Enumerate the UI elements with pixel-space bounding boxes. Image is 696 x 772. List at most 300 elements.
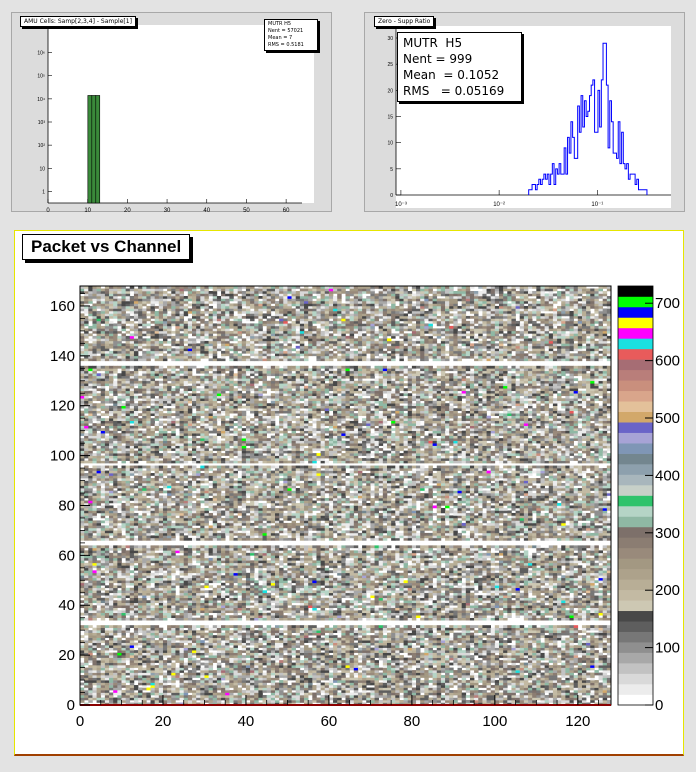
heatmap-cell [387,618,391,621]
heatmap-cell [279,608,283,611]
heatmap-cell [84,618,88,621]
heatmap-cell [279,675,283,678]
heatmap-cell [171,643,175,646]
heatmap-cell [200,633,204,636]
heatmap-cell [308,603,312,606]
heatmap-cell [511,693,515,696]
heatmap-cell [146,680,150,683]
heatmap-cell [126,600,130,603]
heatmap-cell [441,663,445,666]
heatmap-cell [146,595,150,598]
heatmap-cell [424,663,428,666]
heatmap-cell [516,640,520,643]
heatmap-cell [134,633,138,636]
heatmap-cell [126,655,130,658]
heatmap-cell [590,668,594,671]
heatmap-cell [258,658,262,661]
heatmap-cell [462,613,466,616]
heatmap-cell [603,618,607,621]
heatmap-cell [316,653,320,656]
heatmap-cell [329,640,333,643]
heatmap-cell [209,608,213,611]
heatmap-cell [416,695,420,698]
heatmap-cell [599,603,603,606]
heatmap-cell [395,618,399,621]
heatmap-cell [130,650,134,653]
heatmap-cell [200,630,204,633]
heatmap-cell [549,695,553,698]
heatmap-cell [142,668,146,671]
heatmap-cell [180,595,184,598]
heatmap-cell [175,638,179,641]
heatmap-cell [379,688,383,691]
heatmap-cell [221,633,225,636]
heatmap-cell [171,613,175,616]
heatmap-cell [458,610,462,613]
heatmap-cell [370,695,374,698]
heatmap-cell [449,640,453,643]
heatmap-cell [275,605,279,608]
heatmap-cell [433,618,437,621]
heatmap-cell [138,618,142,621]
heatmap-cell [445,665,449,668]
heatmap-cell [478,628,482,631]
heatmap-cell [503,640,507,643]
heatmap-cell [117,630,121,633]
heatmap-cell [341,688,345,691]
heatmap-cell [503,693,507,696]
heatmap-cell [412,628,416,631]
heatmap-cell [283,650,287,653]
heatmap-cell [304,665,308,668]
heatmap-cell [354,683,358,686]
heatmap-cell [549,698,553,701]
heatmap-cell [188,640,192,643]
heatmap-cell [254,685,258,688]
heatmap-cell [520,613,524,616]
heatmap-cell [283,675,287,678]
heatmap-cell [462,603,466,606]
heatmap-cell [296,695,300,698]
heatmap-cell [296,683,300,686]
heatmap-cell [437,625,441,628]
heatmap-cell [520,673,524,676]
heatmap-cell [196,648,200,651]
heatmap-cell [159,615,163,618]
heatmap-cell [495,665,499,668]
heatmap-cell [97,678,101,681]
heatmap-cell [482,648,486,651]
heatmap-cell [204,600,208,603]
heatmap-cell [167,690,171,693]
heatmap-cell [424,628,428,631]
heatmap-cell [204,638,208,641]
heatmap-cell [557,665,561,668]
heatmap-cell [126,625,130,628]
heatmap-cell [155,698,159,701]
heatmap-cell [437,600,441,603]
heatmap-cell [155,605,159,608]
heatmap-cell [358,610,362,613]
heatmap-cell [536,680,540,683]
heatmap-cell [242,680,246,683]
heatmap-cell [321,698,325,701]
zs-stats-line: RMS = 0.05169 [403,84,505,98]
heatmap-cell [408,640,412,643]
heatmap-cell [316,658,320,661]
heatmap-cell [134,600,138,603]
heatmap-cell [561,658,565,661]
heatmap-cell [354,610,358,613]
heatmap-cell [387,645,391,648]
heatmap-cell [250,695,254,698]
heatmap-cell [545,635,549,638]
heatmap-cell [404,615,408,618]
heatmap-cell [499,630,503,633]
heatmap-cell [304,653,308,656]
heatmap-cell [184,680,188,683]
heatmap-cell [333,695,337,698]
heatmap-cell [458,693,462,696]
heatmap-cell [146,635,150,638]
heatmap-cell [337,643,341,646]
heatmap-cell [213,593,217,596]
heatmap-cell [246,595,250,598]
heatmap-cell [453,695,457,698]
heatmap-cell [578,658,582,661]
heatmap-cell [171,688,175,691]
heatmap-cell [188,655,192,658]
heatmap-cell [387,680,391,683]
heatmap-cell [545,670,549,673]
heatmap-cell [462,685,466,688]
heatmap-cell [495,663,499,666]
heatmap-cell [524,663,528,666]
heatmap-cell [478,660,482,663]
heatmap-cell [138,628,142,631]
heatmap-cell [383,618,387,621]
heatmap-cell [171,650,175,653]
heatmap-cell [462,663,466,666]
heatmap-cell [524,613,528,616]
heatmap-cell [113,675,117,678]
heatmap-cell [333,658,337,661]
heatmap-cell [316,610,320,613]
heatmap-cell [80,625,84,628]
heatmap-cell [184,613,188,616]
heatmap-cell [287,643,291,646]
heatmap-cell [300,650,304,653]
heatmap-cell [180,655,184,658]
heatmap-cell [532,598,536,601]
heatmap-cell [292,600,296,603]
heatmap-cell [350,653,354,656]
heatmap-cell [337,685,341,688]
heatmap-cell [570,640,574,643]
heatmap-cell [590,695,594,698]
heatmap-cell [358,693,362,696]
heatmap-cell [304,663,308,666]
heatmap-cell [358,658,362,661]
heatmap-cell [370,625,374,628]
heatmap-cell [433,635,437,638]
heatmap-cell [561,675,565,678]
heatmap-cell [200,668,204,671]
heatmap-cell [275,630,279,633]
heatmap-cell [594,665,598,668]
heatmap-cell [383,605,387,608]
heatmap-cell [507,615,511,618]
heatmap-cell [138,648,142,651]
heatmap-cell [499,605,503,608]
heatmap-cell [387,643,391,646]
heatmap-cell [196,690,200,693]
heatmap-cell [163,688,167,691]
heatmap-cell [258,690,262,693]
heatmap-cell [487,613,491,616]
heatmap-cell [134,643,138,646]
heatmap-cell [312,608,316,611]
heatmap-cell [126,605,130,608]
heatmap-cell [383,613,387,616]
heatmap-cell [387,625,391,628]
heatmap-cell [329,685,333,688]
heatmap-cell [105,645,109,648]
heatmap-cell [321,695,325,698]
heatmap-cell [549,673,553,676]
heatmap-cell [204,660,208,663]
heatmap-cell [561,680,565,683]
heatmap-cell [366,625,370,628]
heatmap-cell [225,663,229,666]
heatmap-cell [495,633,499,636]
heatmap-cell [362,625,366,628]
heatmap-cell [346,593,350,596]
heatmap-cell [204,690,208,693]
heatmap-cell [420,665,424,668]
heatmap-cell [159,648,163,651]
heatmap-cell [312,680,316,683]
heatmap-cell [312,633,316,636]
heatmap-cell [171,678,175,681]
heatmap-cell [101,670,105,673]
heatmap-cell [603,690,607,693]
heatmap-cell [163,678,167,681]
heatmap-cell [84,648,88,651]
heatmap-cell [312,688,316,691]
heatmap-cell [350,615,354,618]
heatmap-cell [287,678,291,681]
heatmap-cell [267,673,271,676]
heatmap-cell [391,595,395,598]
heatmap-cell [532,643,536,646]
heatmap-cell [395,675,399,678]
heatmap-cell [383,690,387,693]
heatmap-cell [196,600,200,603]
heatmap-cell [275,598,279,601]
heatmap-cell [325,625,329,628]
heatmap-cell [350,700,354,703]
heatmap-cell [97,663,101,666]
heatmap-cell [424,633,428,636]
heatmap-cell [557,603,561,606]
heatmap-cell [321,618,325,621]
heatmap-cell [97,598,101,601]
heatmap-cell [354,660,358,663]
heatmap-cell [312,603,316,606]
heatmap-cell [474,688,478,691]
heatmap-cell [578,685,582,688]
heatmap-cell [151,663,155,666]
heatmap-cell [204,698,208,701]
heatmap-cell [159,683,163,686]
heatmap-cell [217,698,221,701]
heatmap-cell [433,675,437,678]
heatmap-cell [346,685,350,688]
heatmap-cell [88,633,92,636]
heatmap-cell [428,693,432,696]
heatmap-cell [582,595,586,598]
heatmap-cell [379,690,383,693]
heatmap-cell [296,670,300,673]
heatmap-cell [408,650,412,653]
heatmap-cell [516,625,520,628]
heatmap-cell [437,683,441,686]
heatmap-cell [283,663,287,666]
heatmap-cell [92,678,96,681]
heatmap-cell [151,625,155,628]
heatmap-cell [184,653,188,656]
heatmap-cell [516,630,520,633]
heatmap-cell [449,618,453,621]
heatmap-cell [586,610,590,613]
heatmap-cell [499,678,503,681]
heatmap-cell [478,663,482,666]
heatmap-cell [408,660,412,663]
heatmap-cell [594,683,598,686]
heatmap-cell [171,605,175,608]
heatmap-cell [354,650,358,653]
heatmap-cell [520,598,524,601]
heatmap-cell [507,650,511,653]
heatmap-cell [383,595,387,598]
heatmap-cell [449,615,453,618]
heatmap-cell [109,655,113,658]
heatmap-cell [603,658,607,661]
heatmap-cell [304,613,308,616]
heatmap-cell [84,685,88,688]
heatmap-cell [362,593,366,596]
heatmap-cell [404,693,408,696]
heatmap-cell [433,645,437,648]
heatmap-cell [561,668,565,671]
heatmap-cell [275,665,279,668]
heatmap-cell [416,635,420,638]
heatmap-cell [441,670,445,673]
heatmap-cell [283,603,287,606]
heatmap-cell [404,683,408,686]
heatmap-cell [574,630,578,633]
heatmap-cell [113,605,117,608]
heatmap-cell [138,650,142,653]
heatmap-cell [495,608,499,611]
heatmap-cell [358,653,362,656]
heatmap-cell [565,630,569,633]
heatmap-cell [217,605,221,608]
heatmap-cell [433,673,437,676]
heatmap-cell [594,625,598,628]
heatmap-cell [97,628,101,631]
heatmap-cell [204,613,208,616]
heatmap-cell [416,628,420,631]
heatmap-cell [233,693,237,696]
heatmap-cell [221,655,225,658]
heatmap-cell [582,638,586,641]
heatmap-cell [221,643,225,646]
heatmap-cell [341,610,345,613]
heatmap-cell [370,628,374,631]
heatmap-cell [399,648,403,651]
heatmap-cell [292,608,296,611]
heatmap-cell [250,700,254,703]
heatmap-cell [213,643,217,646]
heatmap-cell [524,700,528,703]
heatmap-cell [565,618,569,621]
heatmap-cell [536,610,540,613]
heatmap-cell [354,608,358,611]
heatmap-cell [213,700,217,703]
heatmap-cell [553,635,557,638]
heatmap-cell [329,595,333,598]
heatmap-cell [536,628,540,631]
heatmap-cell [101,675,105,678]
heatmap-cell [545,678,549,681]
heatmap-cell [263,660,267,663]
heatmap-cell [146,600,150,603]
heatmap-cell [167,693,171,696]
heatmap-cell [599,695,603,698]
heatmap-cell [196,698,200,701]
heatmap-cell [246,635,250,638]
heatmap-cell [304,608,308,611]
heatmap-cell [379,693,383,696]
heatmap-cell [487,685,491,688]
heatmap-cell [246,698,250,701]
heatmap-cell [142,685,146,688]
heatmap-cell [155,685,159,688]
heatmap-cell [470,673,474,676]
heatmap-cell [163,663,167,666]
heatmap-cell [296,600,300,603]
heatmap-cell [316,600,320,603]
heatmap-cell [242,663,246,666]
heatmap-cell [329,613,333,616]
heatmap-cell [507,613,511,616]
heatmap-cell [453,648,457,651]
heatmap-cell [499,625,503,628]
heatmap-cell [151,613,155,616]
heatmap-cell [499,653,503,656]
heatmap-cell [511,610,515,613]
heatmap-cell [358,698,362,701]
heatmap-cell [134,670,138,673]
heatmap-cell [163,610,167,613]
heatmap-cell [304,680,308,683]
heatmap-cell [507,693,511,696]
heatmap-cell [279,680,283,683]
heatmap-cell [570,600,574,603]
heatmap-cell [213,648,217,651]
